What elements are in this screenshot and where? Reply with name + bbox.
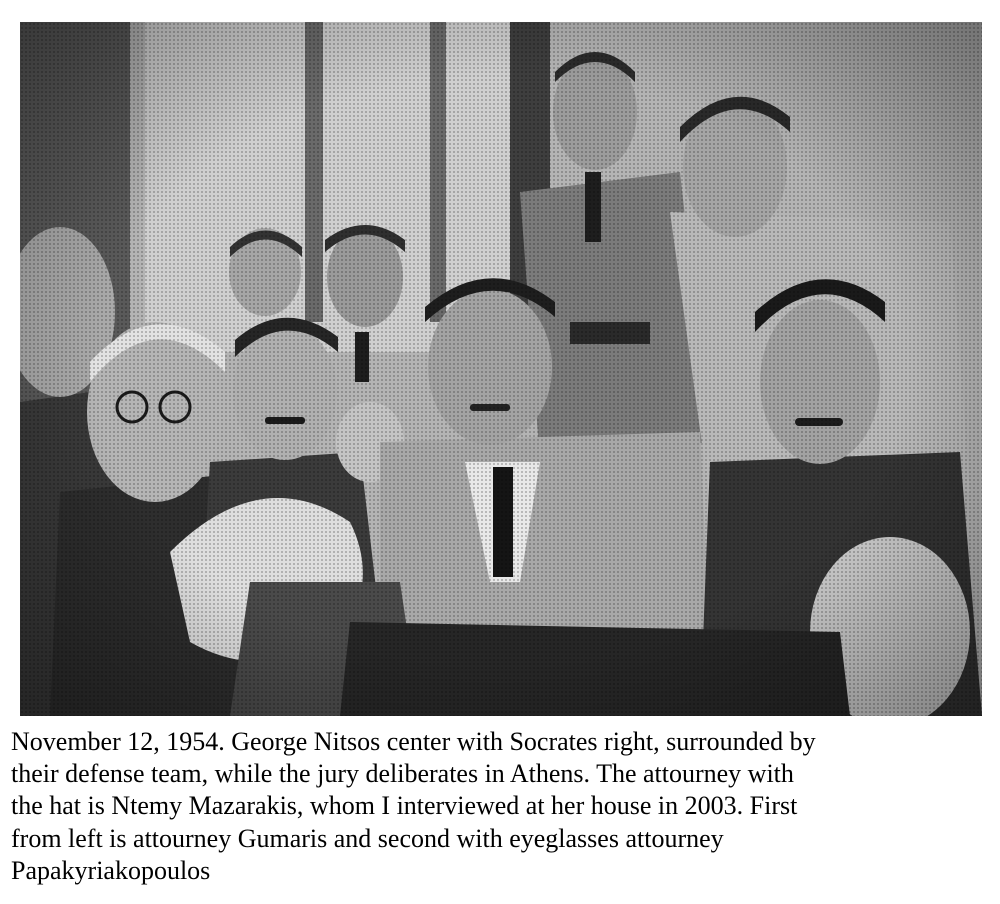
caption-line: their defense team, while the jury deliberates in Athens. The attourney with (11, 759, 794, 789)
caption-line: from left is attourney Gumaris and second with eyeglasses attourney (11, 823, 724, 853)
caption-line: November 12, 1954. George Nitsos center with Socrates right, surrounded by (11, 727, 816, 756)
caption-line: the hat is Ntemy Mazarakis, whom I interviewed at her house in 2003. First (11, 791, 798, 821)
archival-photo (20, 22, 982, 716)
photo-caption (11, 726, 991, 887)
caption-line: Papakyriakopoulos (11, 855, 211, 885)
